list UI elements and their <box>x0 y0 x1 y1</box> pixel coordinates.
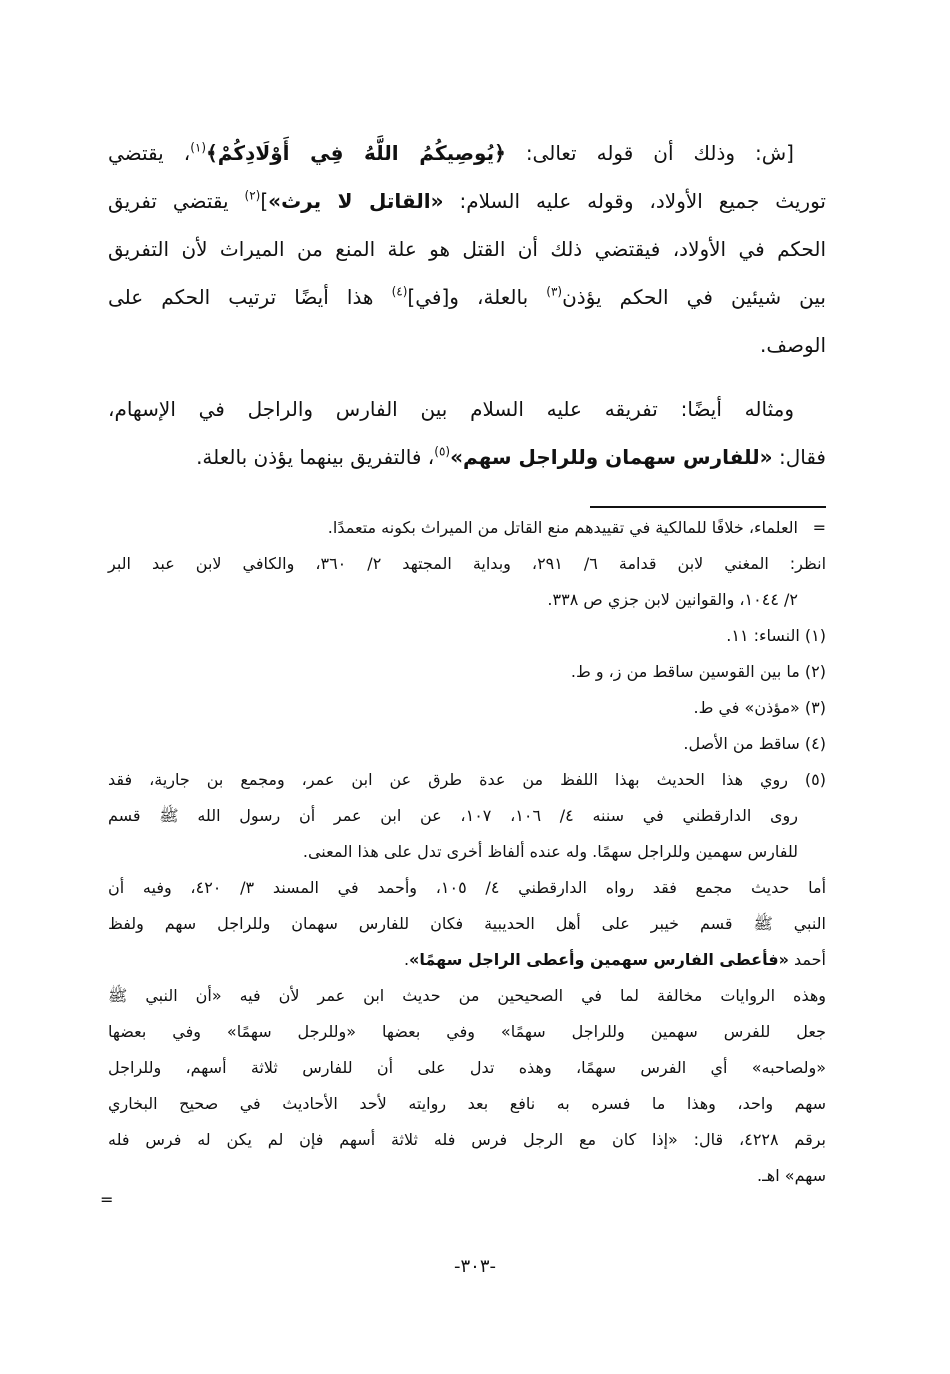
text: أحمد <box>788 950 826 969</box>
footnote-ref: (٥) <box>434 444 451 459</box>
footnote-ref: (١) <box>190 140 207 155</box>
footnote-line: روى الدارقطني في سننه ٤/ ١٠٦، ١٠٧، عن ابن عمر أن رسول الله ﷺ قسم <box>108 806 799 825</box>
footnote-ref: (٣) <box>546 284 563 299</box>
footnote-4: (٤) ساقط من الأصل. <box>683 734 826 753</box>
text: فقال: <box>772 445 826 469</box>
footnote-ref: (٤) <box>391 284 408 299</box>
continuation-marker: = <box>100 1190 114 1209</box>
footnote-line: للفارس سهمين وللراجل سهمًا. وله عنده ألفاظ أخرى تدل على هذا المعنى. <box>302 842 798 861</box>
footnote-separator <box>590 506 826 508</box>
footnote-line: وهذه الروايات مخالفة لما في الصحيحين من حديث ابن عمر لأن فيه «أن النبي ﷺ <box>108 986 826 1005</box>
footnote-line: برقم ٤٢٢٨، قال: «إذا كان مع الرجل فرس فله ثلاثة أسهم فإن لم يكن له فرس فله <box>108 1130 827 1149</box>
main-line <box>108 177 826 225</box>
footnote-2: (٢) ما بين القوسين ساقط من ز، و ط. <box>570 662 826 681</box>
main-line <box>108 129 826 177</box>
text: يقتضي تفريق <box>108 189 245 213</box>
text: ، يقتضي <box>108 141 191 165</box>
main-line: الحكم في الأولاد، فيقتضي ذلك أن القتل هو علة المنع من الميراث لأن التفريق <box>108 237 826 261</box>
footnote-line: انظر: المغني لابن قدامة ٦/ ٢٩١، وبداية المجتهد ٢/ ٣٦٠، والكافي لابن عبد البر <box>108 554 827 573</box>
footnote-line: ٢/ ١٠٤٤، والقوانين لابن جزي ص ٣٣٨. <box>547 590 798 609</box>
text: ، فالتفريق بينهما يؤذن بالعلة. <box>196 445 435 469</box>
footnote-1: (١) النساء: ١١. <box>726 626 826 645</box>
text: بين شيئين في الحكم يؤذن <box>562 285 827 309</box>
hadith-quote: «القاتل لا يرث» <box>268 189 444 213</box>
footnote-line: جعل للفرس سهمين وللراجل سهمًا» وفي بعضها «وللرجل سهمًا» وفي بعضها <box>108 1022 826 1041</box>
footnote-line: النبي ﷺ قسم خيبر على أهل الحديبية فكان للفارس سهمان وللراجل سهم ولفظ <box>108 914 826 933</box>
page-number: -٣٠٣- <box>453 1256 496 1277</box>
text: هذا أيضًا ترتيب الحكم على <box>108 285 392 309</box>
main-line: الوصف. <box>759 333 826 357</box>
hadith-quote: «للفارس سهمان وللراجل سهم» <box>450 445 773 469</box>
continuation-marker: = <box>812 518 826 537</box>
text: [ش: وذلك أن قوله تعالى: <box>505 141 794 165</box>
quran-verse: ﴿يُوصِيكُمُ اللَّهُ فِي أَوْلَادِكُمْ﴾ <box>206 141 506 165</box>
footnote-ref: (٢) <box>244 188 261 203</box>
main-text <box>108 129 826 481</box>
footnote-line <box>108 942 826 978</box>
text: العلماء، خلافًا للمالكية في تقييدهم منع القاتل من الميراث بكونه متعمدًا. <box>327 518 798 537</box>
text: بالعلة، و[في] <box>407 285 547 309</box>
text: توريث جميع الأولاد، وقوله عليه السلام: <box>443 189 826 213</box>
footnote-line: «ولصاحبه» أي الفرس سهمًا، وهذه تدل على أن للفارس ثلاثة أسهم، وللراجل <box>108 1058 826 1077</box>
footnotes <box>108 510 826 1194</box>
hadith-quote: «فأعطى الفارس سهمين وأعطى الراجل سهمًا» <box>409 950 789 969</box>
main-line <box>108 273 826 321</box>
footnote-line: أما حديث مجمع فقد رواه الدارقطني ٤/ ١٠٥، وأحمد في المسند ٣/ ٤٢٠، وفيه أن <box>108 878 827 897</box>
main-line: ومثاله أيضًا: تفريقه عليه السلام بين الفارس والراجل في الإسهام، <box>108 397 794 421</box>
footnote-line <box>108 510 826 546</box>
footnote-3: (٣) «مؤذن» في ط. <box>693 698 826 717</box>
footnote-line: سهم واحد، وهذا ما فسره به نافع بعد روايته لأحد الأحاديث في صحيح البخاري <box>108 1094 826 1113</box>
text: ] <box>260 189 269 213</box>
main-line <box>108 433 826 481</box>
footnote-5: (٥) روي هذا الحديث بهذا اللفظ من عدة طرق عن ابن عمر، ومجمع بن جارية، فقد <box>108 770 826 789</box>
footnote-line: سهم» اهـ. <box>757 1166 826 1185</box>
text: . <box>403 950 410 969</box>
